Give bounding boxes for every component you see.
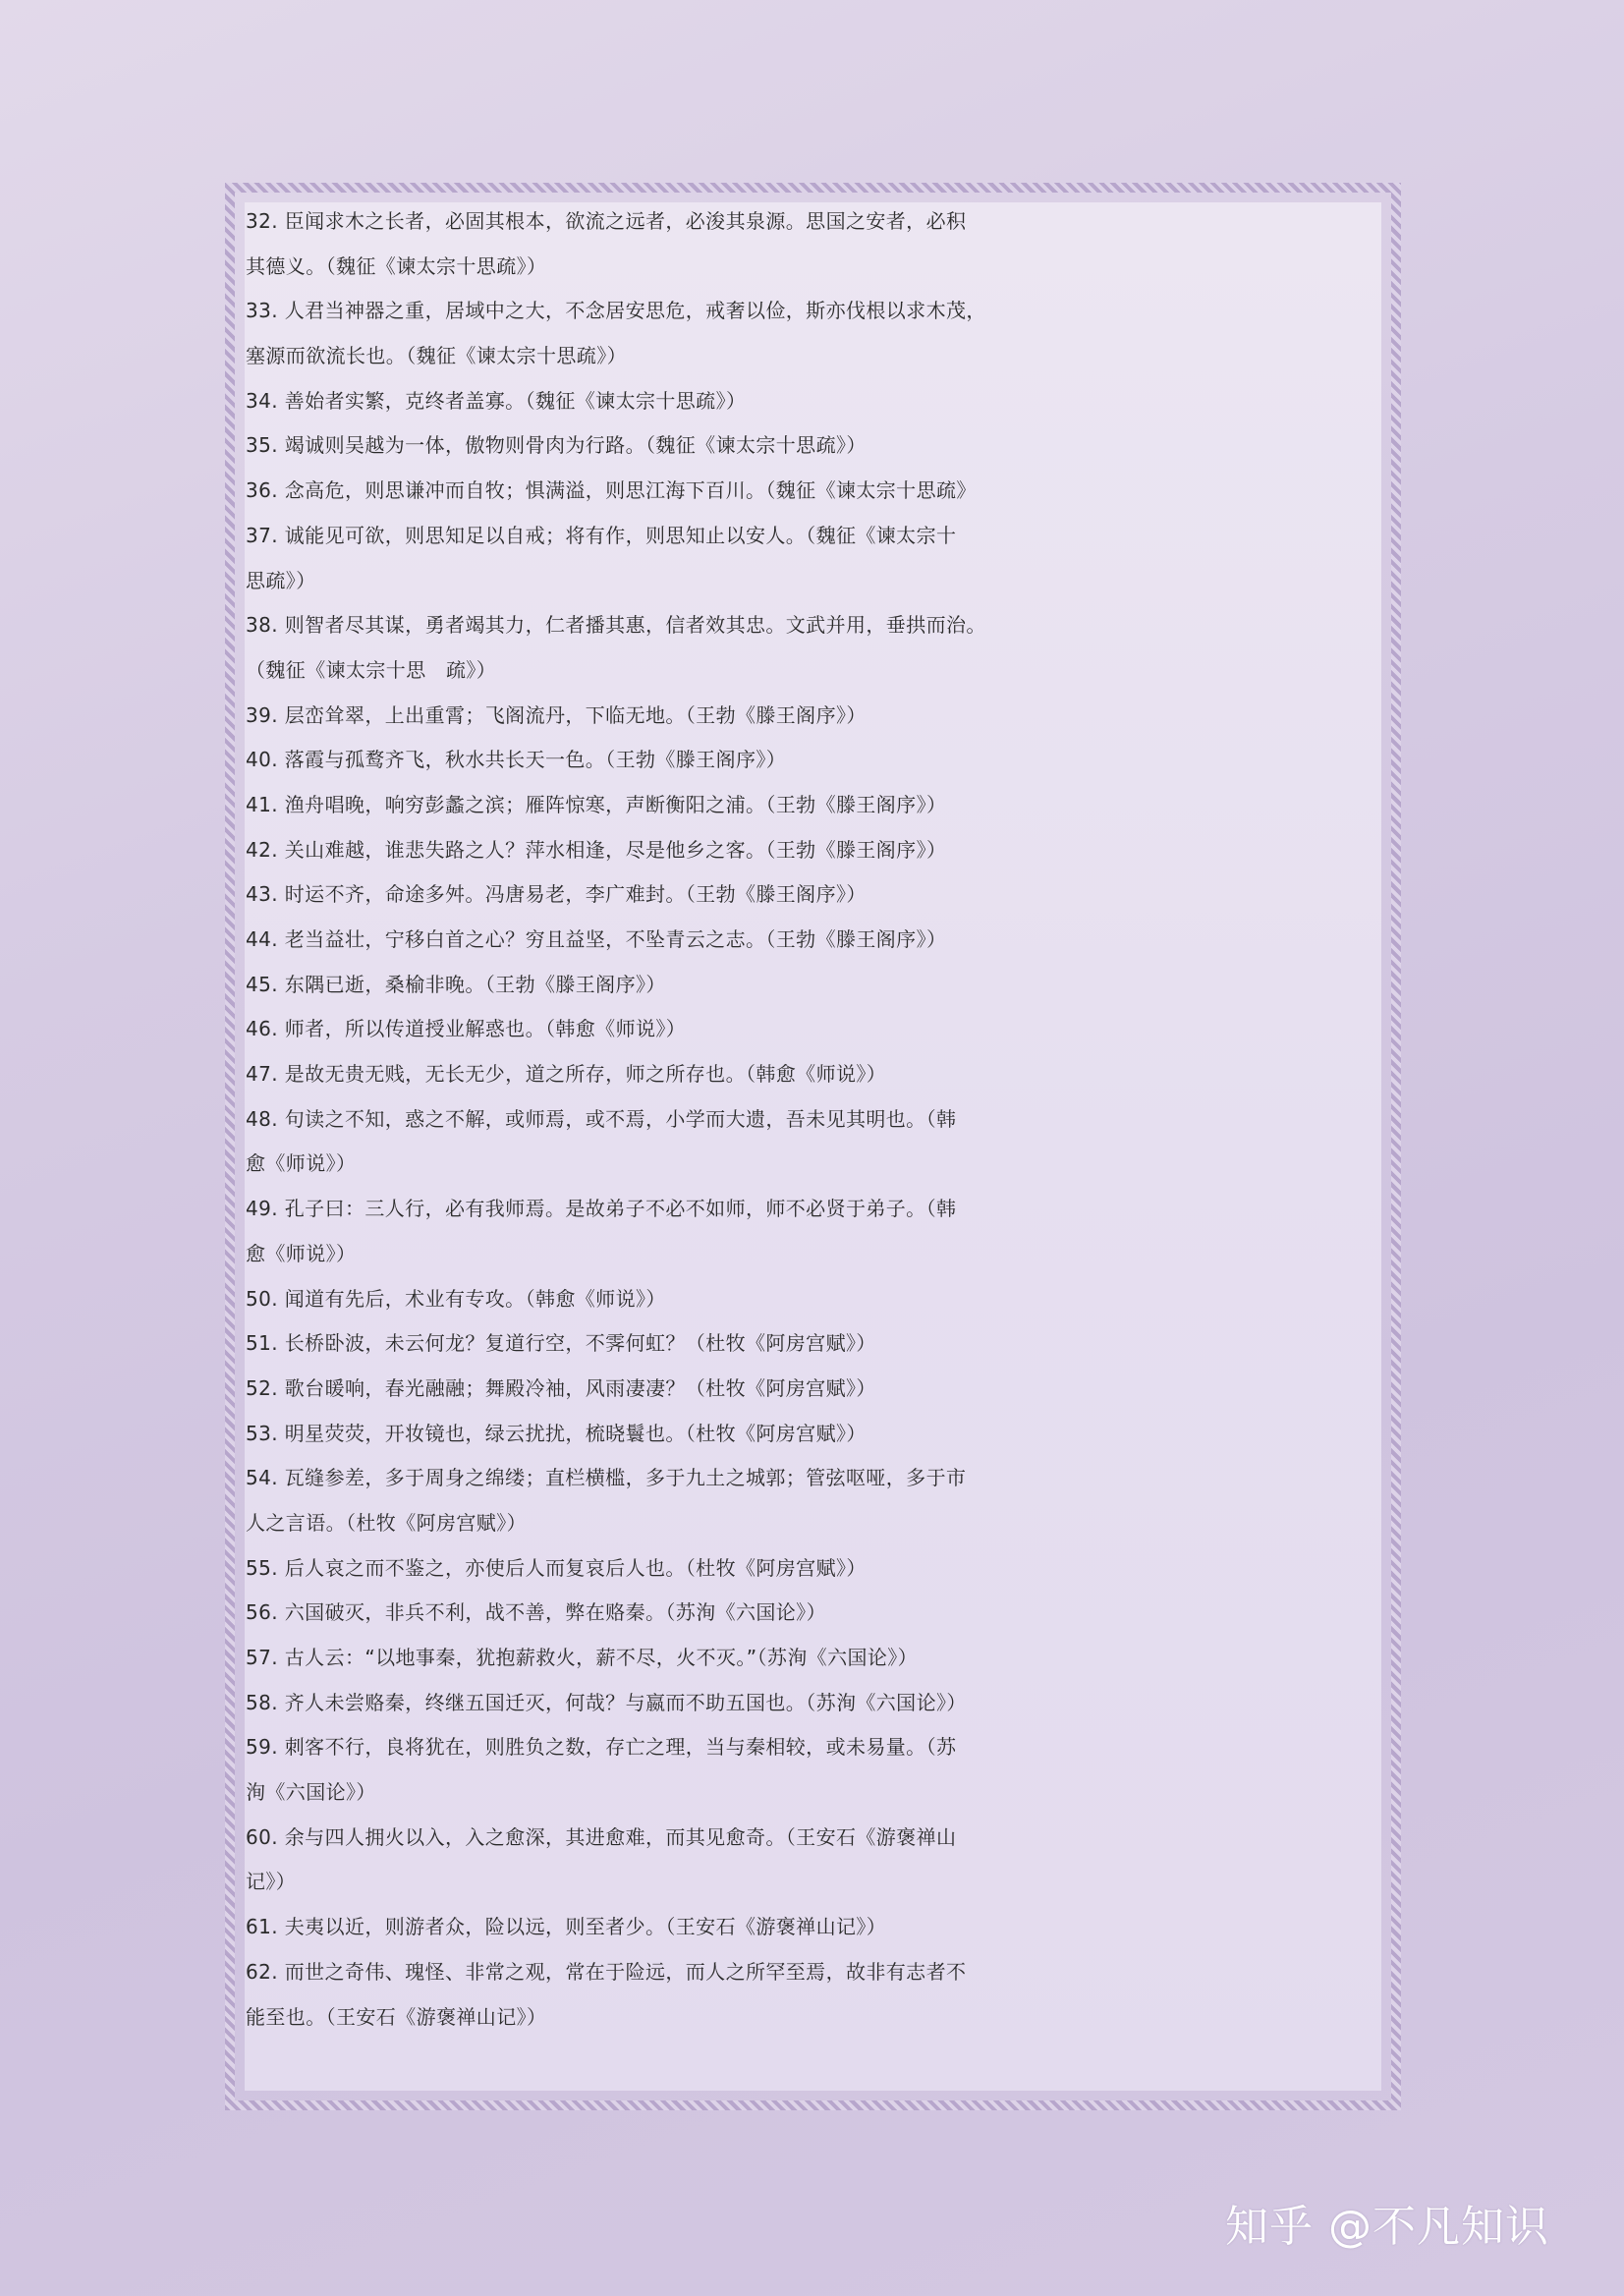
text-line: 58. 齐人未尝赂秦，终继五国迁灭，何哉？与嬴而不助五国也。（苏洵《六国论》）: [246, 1690, 967, 1714]
text-line: 46. 师者，所以传道授业解惑也。（韩愈《师说》）: [246, 1017, 687, 1041]
text-line: 洵《六国论》）: [246, 1780, 376, 1805]
text-line: 愈《师说》）: [246, 1151, 357, 1176]
text-line: 53. 明星荧荧，开妆镜也，绿云扰扰，梳晓鬟也。（杜牧《阿房宫赋》）: [246, 1421, 867, 1445]
watermark: 知乎 @不凡知识: [1225, 2202, 1549, 2252]
text-line: 59. 刺客不行，良将犹在，则胜负之数，存亡之理，当与秦相较，或未易量。（苏: [246, 1735, 957, 1760]
text-line: 33. 人君当神器之重，居域中之大，不念居安思危，戒奢以俭，斯亦伐根以求木茂，: [246, 299, 986, 323]
text-line: 56. 六国破灭，非兵不利，战不善，弊在赂秦。（苏洵《六国论》）: [246, 1600, 826, 1625]
text-line: 57. 古人云：“以地事秦，犹抱薪救火，薪不尽，火不灭。”（苏洵《六国论》）: [246, 1646, 919, 1669]
text-line: 塞源而欲流长也。（魏征《谏太宗十思疏》）: [246, 344, 627, 368]
text-line: 49. 孔子曰：三人行，必有我师焉。是故弟子不必不如师，师不必贤于弟子。（韩: [246, 1197, 957, 1221]
quote-list: [246, 199, 1387, 2040]
text-line: 47. 是故无贵无贱，无长无少，道之所存，师之所存也。（韩愈《师说》）: [246, 1062, 887, 1087]
text-line: 思疏》）: [246, 568, 316, 592]
text-line: 其德义。（魏征《谏太宗十思疏》）: [246, 253, 547, 278]
text-line: 32. 臣闻求木之长者，必固其根本，欲流之远者，必浚其泉源。思国之安者，必积: [246, 209, 967, 233]
text-line: 36. 念高危，则思谦冲而自牧；惧满溢，则思江海下百川。（魏征《谏太宗十思疏》: [246, 478, 977, 503]
text-line: 51. 长桥卧波，未云何龙？复道行空，不霁何虹？（杜牧《阿房宫赋》）: [246, 1331, 876, 1356]
text-line: （魏征《谏太宗十思 疏》）: [246, 657, 497, 682]
text-line: 愈《师说》）: [246, 1241, 357, 1265]
text-line: 39. 层峦耸翠，上出重霄；飞阁流丹，下临无地。（王勃《滕王阁序》）: [246, 702, 867, 727]
text-line: 能至也。（王安石《游褒禅山记》）: [246, 2004, 547, 2029]
text-line: 41. 渔舟唱晚，响穷彭蠡之滨；雁阵惊寒，声断衡阳之浦。（王勃《滕王阁序》）: [246, 792, 947, 816]
text-line: 人之言语。（杜牧《阿房宫赋》）: [246, 1510, 527, 1535]
text-line: 40. 落霞与孤鹜齐飞，秋水共长天一色。（王勃《滕王阁序》）: [246, 748, 787, 772]
text-line: 38. 则智者尽其谋，勇者竭其力，仁者播其惠，信者效其忠。文武并用，垂拱而治。: [246, 613, 986, 638]
text-line: 34. 善始者实繁，克终者盖寡。（魏征《谏太宗十思疏》）: [246, 388, 747, 413]
text-line: 54. 瓦缝参差，多于周身之绵缕；直栏横槛，多于九土之城郭；管弦呕哑，多于市: [246, 1466, 967, 1490]
text-line: 45. 东隅已逝，桑榆非晚。（王勃《滕王阁序》）: [246, 972, 666, 996]
text-line: 55. 后人哀之而不鉴之，亦使后人而复哀后人也。（杜牧《阿房宫赋》）: [246, 1555, 867, 1580]
text-line: 61. 夫夷以近，则游者众，险以远，则至者少。（王安石《游褒禅山记》）: [246, 1915, 887, 1939]
text-line: 记》）: [246, 1870, 297, 1894]
text-line: 62. 而世之奇伟、瑰怪、非常之观，常在于险远，而人之所罕至焉，故非有志者不: [246, 1959, 967, 1984]
text-line: 50. 闻道有先后，术业有专攻。（韩愈《师说》）: [246, 1286, 666, 1311]
text-line: 35. 竭诚则吴越为一体，傲物则骨肉为行路。（魏征《谏太宗十思疏》）: [246, 433, 867, 458]
text-line: 37. 诚能见可欲，则思知足以自戒；将有作，则思知止以安人。（魏征《谏太宗十: [246, 523, 957, 547]
text-line: 48. 句读之不知，惑之不解，或师焉，或不焉，小学而大遗，吾未见其明也。（韩: [246, 1106, 957, 1131]
text-line: 60. 余与四人拥火以入，入之愈深，其进愈难，而其见愈奇。（王安石《游褒禅山: [246, 1824, 957, 1849]
text-line: 43. 时运不齐，命途多舛。冯唐易老，李广难封。（王勃《滕王阁序》）: [246, 882, 867, 907]
text-line: 44. 老当益壮，宁移白首之心？穷且益坚，不坠青云之志。（王勃《滕王阁序》）: [246, 927, 947, 951]
text-line: 52. 歌台暖响，春光融融；舞殿冷袖，风雨凄凄？（杜牧《阿房宫赋》）: [246, 1375, 876, 1400]
text-line: 42. 关山难越，谁悲失路之人？萍水相逢，尽是他乡之客。（王勃《滕王阁序》）: [246, 837, 947, 862]
